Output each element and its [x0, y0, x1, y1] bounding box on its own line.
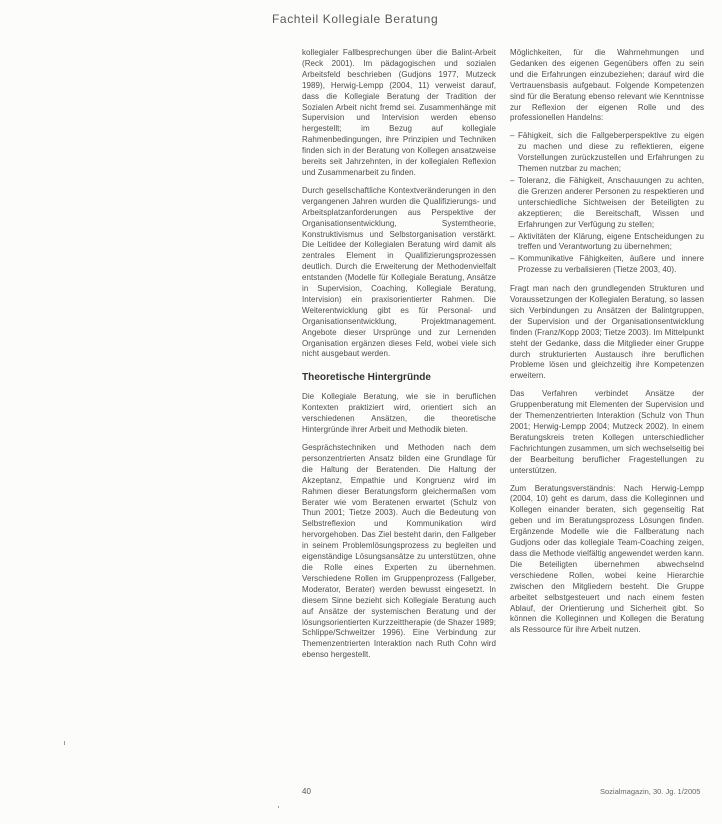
section-heading: Theoretische Hintergründe — [302, 372, 432, 384]
list-item-text: Fähigkeit, sich die Fallgeberperspektive zu eigen zu machen und diese zu reflektieren, eigene Vorstellungen zurückzustellen und Erfahrungen zu Themen nutzbar zu machen; — [518, 131, 704, 174]
scan-speck — [64, 741, 65, 745]
dash-icon: – — [510, 131, 515, 141]
right-paragraph-4: Zum Beratungsverständnis: Nach Herwig-Lempp (2004, 10) geht es darum, dass die Kolleginnen und Kollegen einander beraten, sich gegenseitig Rat geben und im Beratungsprozess Lösungen finden. Ergänzende Modelle wie die Fallberatung nach Gudjons oder das kollegiale Team-Coaching zeigen, dass die Methode vielfältig angewendet werden kann. Die Beteiligten übernehmen abwechselnd verschiedene Rollen, wobei keine Hierarchie zwischen den Mitgliedern besteht. Die Gruppe arbeitet selbstgesteuert und nach einem festen Ablauf, der Orientierung und Sicherheit gibt. So können die Kolleginnen und Kollegen die Beratung als Ressource für ihre Arbeit nutzen. — [510, 483, 704, 635]
left-paragraph-2: Durch gesellschaftliche Kontextveränderungen in den vergangenen Jahren wurden die Qualifizierungs- und Arbeitsplatzanforderungen aus Perspektive der Organisationsentwicklung, Systemtheorie, Konstruktivismus und Selbstorganisation verstärkt. Die Leitidee der Kollegialen Beratung wird damit als zentrales Element in Qualifizierungsprozessen deutlich. Durch die Erweiterung der Methodenvielfalt entstanden (Modelle für Kollegiale Beratung, Ansätze in Supervision, Coaching, Kollegiale Beratung, Intervision) ein praxisorientierter Rahmen. Die Weiterentwicklung gibt es für Personal- und Organisationsentwicklung, Projektmanagement. Angebote dieser Ursprünge und zur Lernenden Organisation ergänzen dieses Feld, wobei viele sich nicht ausgebaut werden. — [302, 185, 496, 359]
section-title: Fachteil Kollegiale Beratung — [272, 12, 439, 26]
left-paragraph-4: Gesprächstechniken und Methoden nach dem personzentrierten Ansatz bilden eine Grundlage für die Haltung der Beratenden. Die Haltung der Akzeptanz, Empathie und Kongruenz wird im Rahmen dieser Beratungsform gleichermaßen vom Berater wie vom Beratenen erwartet (Schulz von Thun 2001; Tietze 2003). Auch die Bedeutung von Selbstreflexion und Kommunikation wird hervorgehoben. Das Ziel besteht darin, den Fallgeber in seinem Problemlösungsprozess zu begleiten und eigenständige Lösungsansätze zu unterstützen, ohne die Rolle eines Experten zu übernehmen. Verschiedene Rollen im Gruppenprozess (Fallgeber, Moderator, Berater) werden bewusst eingesetzt. In diesem Sinne bezieht sich Kollegiale Beratung auch auf Ansätze der systemischen Beratung und der lösungsorientierten Kurzzeittherapie (de Shazer 1989; Schlippe/Schweitzer 1996). Eine Verbindung zur Themenzentrierten Interaktion nach Ruth Cohn wird ebenso hergestellt. — [302, 443, 496, 660]
right-paragraph-3: Das Verfahren verbindet Ansätze der Gruppenberatung mit Elementen der Supervision und der Themenzentrierten Interaktion (Schulz von Thun 2001; Herwig-Lempp 2004; Mutzeck 2002). In einem Beratungskreis treten Kollegen unterschiedlicher Fachrichtungen zusammen, um sich wechselseitig bei der Bearbeitung beruflicher Fragestellungen zu unterstützen. — [510, 389, 704, 475]
right-paragraph-2: Fragt man nach den grundlegenden Strukturen und Voraussetzungen der Kollegialen Beratung, so lassen sich Verbindungen zu Ansätzen der Balintgruppen, der Supervision und der Organisationsentwicklung finden (Franz/Kopp 2003; Tietze 2003). Im Mittelpunkt steht der Gedanke, dass die Mitglieder einer Gruppe durch strukturierten Austausch ihre beruflichen Probleme lösen und gleichzeitig ihre Kompetenzen erweitern. — [510, 284, 704, 381]
dash-icon: – — [510, 254, 515, 264]
scan-speck — [278, 806, 279, 808]
list-item-text: Kommunikative Fähigkeiten, äußere und innere Prozesse zu verbalisieren (Tietze 2003, 40). — [518, 254, 704, 275]
dash-icon: – — [510, 175, 515, 185]
journal-reference: Sozialmagazin, 30. Jg. 1/2005 — [600, 787, 701, 796]
right-paragraph-1: Möglichkeiten, für die Wahrnehmungen und Gedanken des eigenen Gegenübers offen zu sein und die Erfahrungen einzubeziehen; darauf wird die Vertrauensbasis aufgebaut. Folgende Kompetenzen sind für die Beratung ebenso relevant wie Kenntnisse zur Reflexion der eigenen Rolle und des professionellen Handelns: — [510, 48, 704, 123]
page-number: 40 — [302, 787, 311, 796]
left-paragraph-3: Die Kollegiale Beratung, wie sie in beruflichen Kontexten praktiziert wird, orientiert sich an verschiedenen Ansätzen, die theoretische Hintergründe ihrer Arbeit und Methodik bieten. — [302, 392, 496, 435]
list-item-text: Aktivitäten der Klärung, eigene Entscheidungen zu treffen und Verantwortung zu übernehmen; — [518, 231, 704, 252]
dash-icon: – — [510, 231, 515, 241]
competence-list — [510, 131, 704, 276]
left-paragraph-1: kollegialer Fallbesprechungen über die Balint-Arbeit (Reck 2001). Im pädagogischen und sozialen Arbeitsfeld beschrieben (Gudjons 1977, Mutzeck 1989), Herwig-Lempp (2004, 11) verweist darauf, dass die Kollegiale Beratung der Tradition der Sozialen Arbeit nicht fremd sei. Zusammenhänge mit Supervision und Intervision werden ebenso hergestellt; im Bezug auf kollegiale Rahmenbedingungen, ihre Prinzipien und Techniken finden sich in der Beratung von Kollegen ansatzweise bereits seit Jahrzehnten, in der kollegialen Reflexion und Zusammenarbeit zu finden. — [302, 48, 496, 177]
left-column — [302, 48, 496, 668]
list-item-text: Toleranz, die Fähigkeit, Anschauungen zu achten, die Grenzen anderer Personen zu respektieren und unterschiedliche Sichtweisen der Beteiligten zu akzeptieren; die Bereitschaft, Wissen und Erfahrungen zur Verfügung zu stellen; — [518, 175, 704, 229]
list-item — [510, 254, 704, 276]
list-item — [510, 131, 704, 175]
list-item — [510, 232, 704, 254]
list-item — [510, 176, 704, 231]
right-column — [510, 48, 704, 643]
